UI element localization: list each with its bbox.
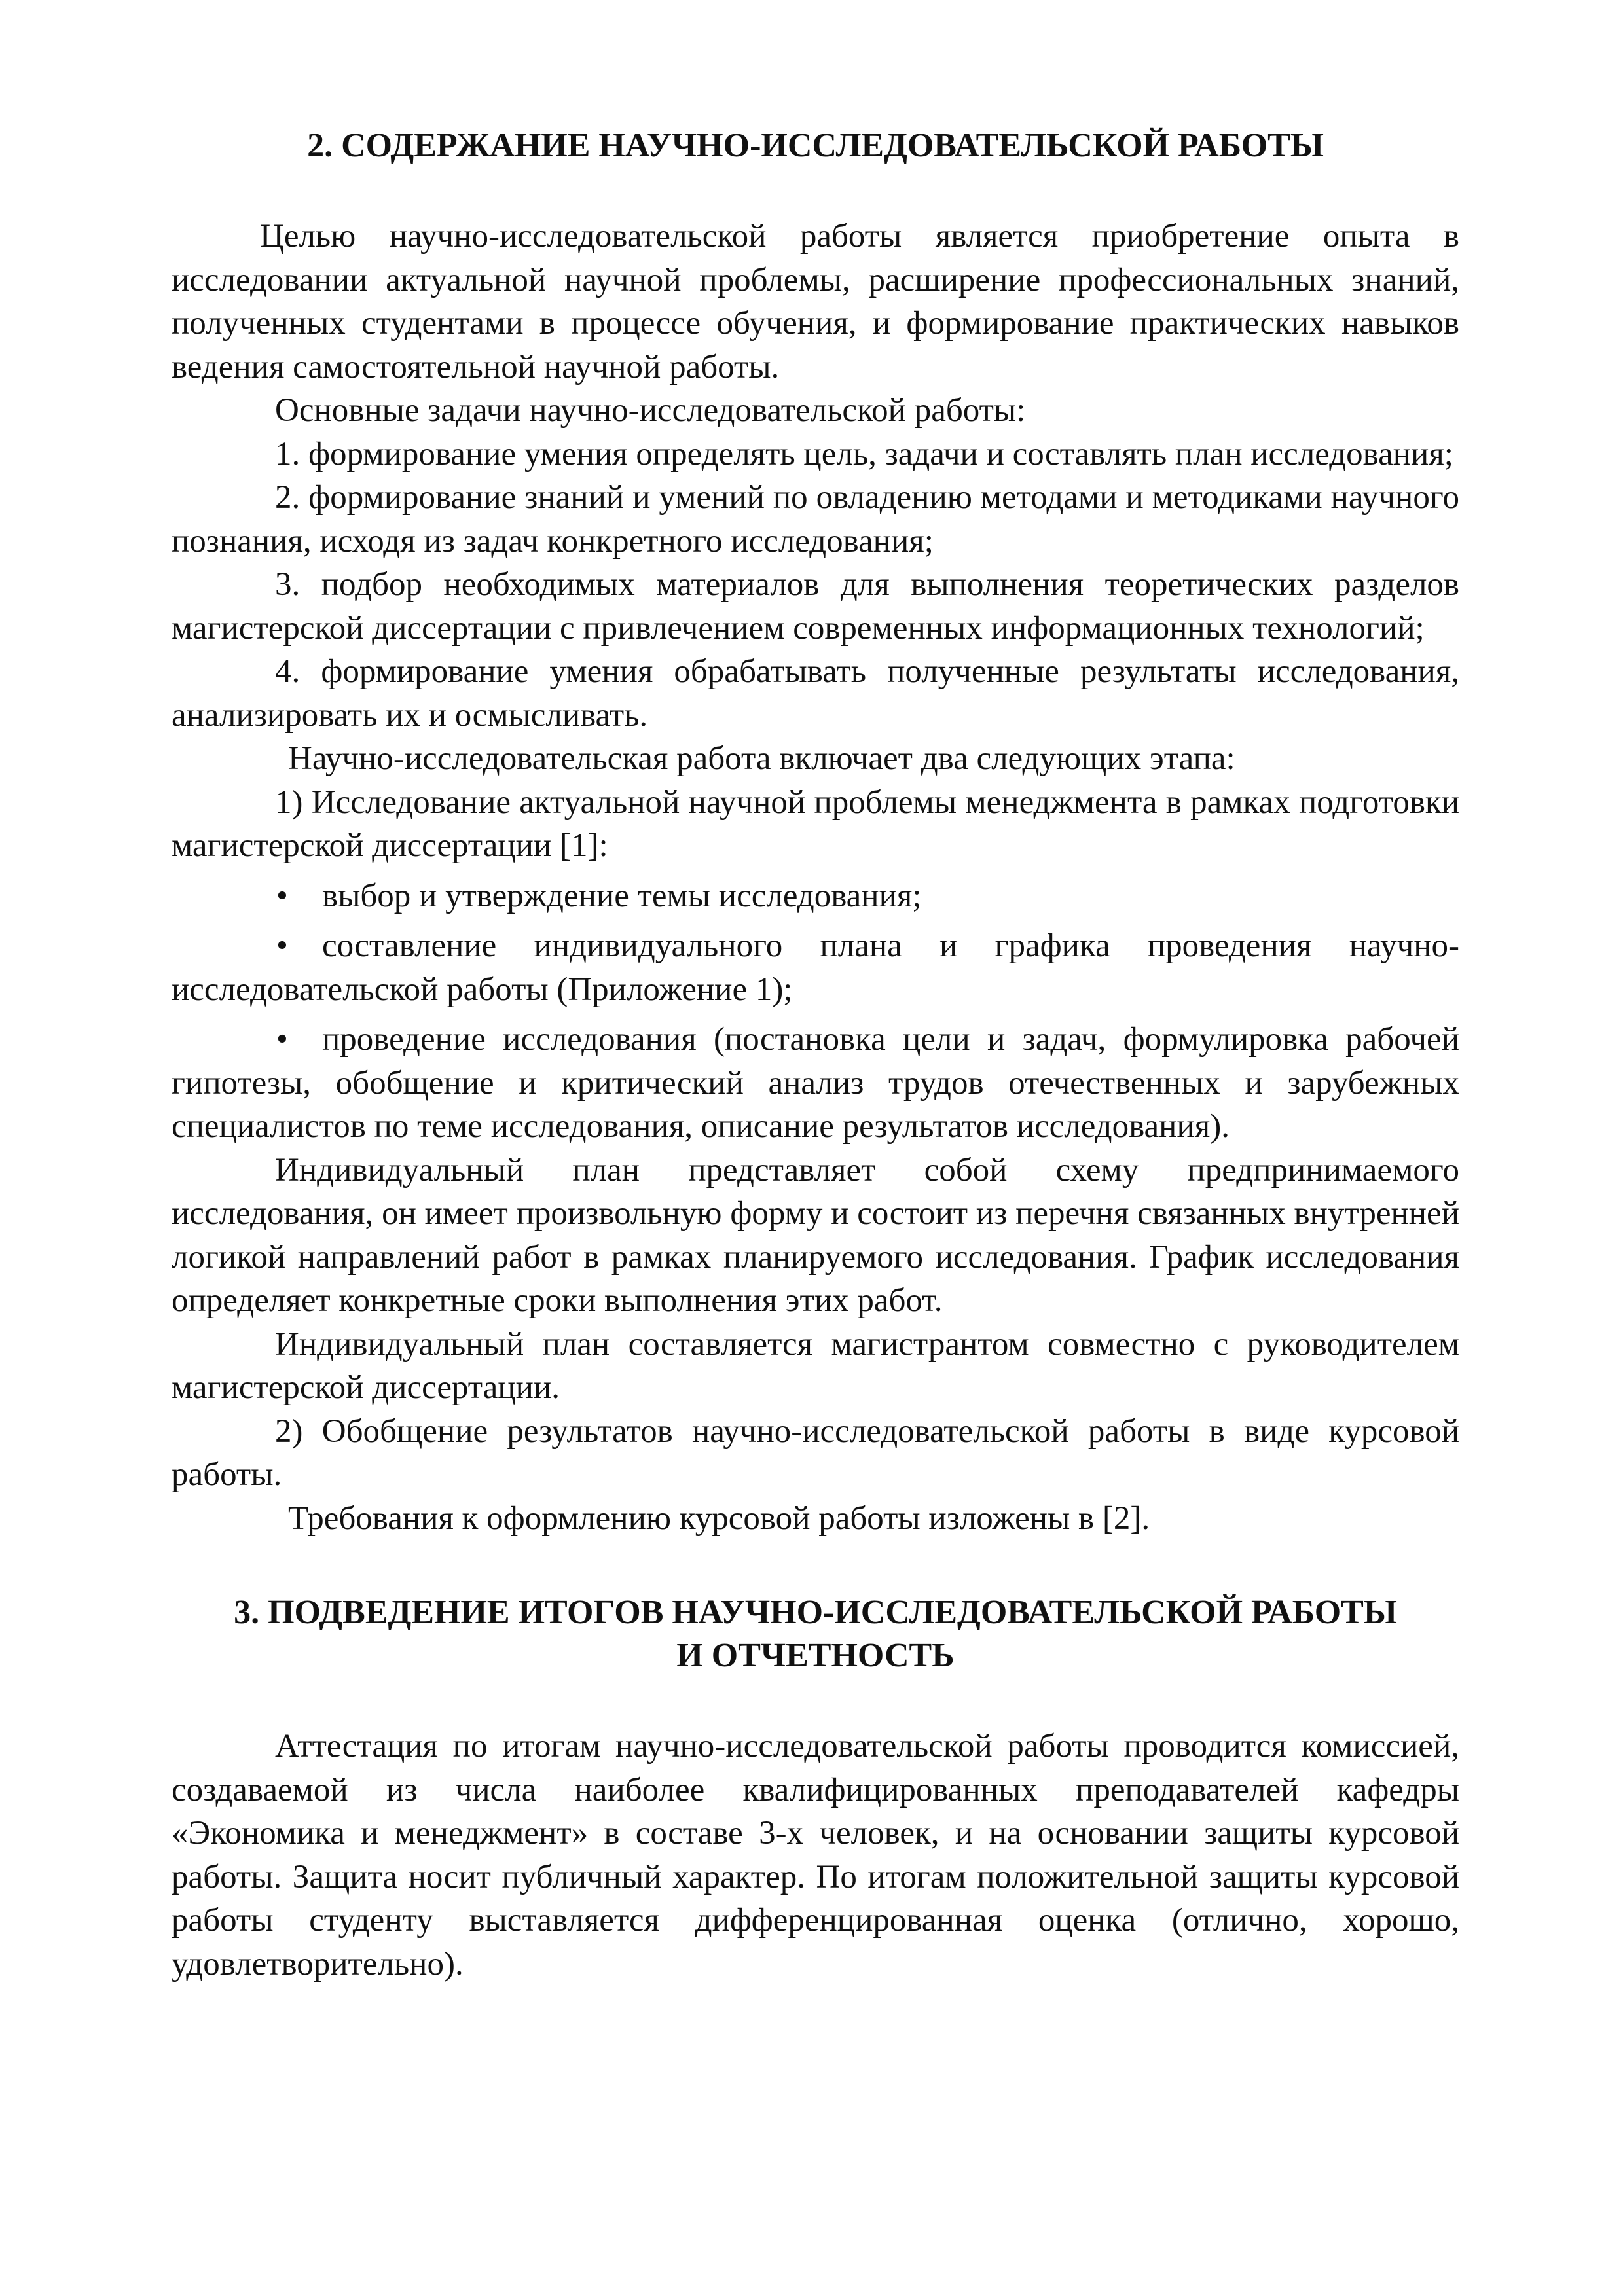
paragraph-individual-plan: Индивидуальный план представляет собой схему предпринимаемого исследования, он имеет произвольную форму и состоит из перечня связанных внутренней логикой направлений работ в рамках планируемого исследования. График исследования определяет конкретные сроки выполнения этих работ. bbox=[172, 1151, 1459, 1319]
section-3-title-line-1: 3. ПОДВЕДЕНИЕ ИТОГОВ НАУЧНО-ИССЛЕДОВАТЕЛЬСКОЙ РАБОТЫ bbox=[234, 1594, 1397, 1631]
stage-2: 2) Обобщение результатов научно-исследовательской работы в виде курсовой работы. bbox=[172, 1412, 1459, 1493]
section-2-title: 2. СОДЕРЖАНИЕ НАУЧНО-ИССЛЕДОВАТЕЛЬСКОЙ РАБОТЫ bbox=[307, 127, 1324, 164]
bullet-icon: • bbox=[276, 877, 288, 914]
task-item-2: 2. формирование знаний и умений по овладению методами и методиками научного познания, исходя из задач конкретного исследования; bbox=[172, 479, 1459, 560]
bullet-text: составление индивидуального плана и графика проведения научно-исследовательской работы (Приложение 1); bbox=[172, 927, 1459, 1008]
bullet-item-2 bbox=[172, 924, 1459, 1011]
paragraph-plan-author: Индивидуальный план составляется магистрантом совместно с руководителем магистерской диссертации. bbox=[172, 1325, 1459, 1406]
paragraph-goal: Целью научно-исследовательской работы является приобретение опыта в исследовании актуальной научной проблемы, расширение профессиональных знаний, полученных студентами в процессе обучения, и формирование практических навыков ведения самостоятельной научной работы. bbox=[172, 218, 1459, 386]
bullet-icon: • bbox=[276, 1021, 288, 1058]
bullet-icon: • bbox=[276, 927, 288, 964]
bullet-item-1 bbox=[172, 874, 1459, 918]
section-3-title-line-2: И ОТЧЕТНОСТЬ bbox=[676, 1637, 955, 1674]
task-item-3: 3. подбор необходимых материалов для выполнения теоретических разделов магистерской диссертации с привлечением современных информационных технологий; bbox=[172, 566, 1459, 647]
bullet-text: проведение исследования (постановка цели и задач, формулировка рабочей гипотезы, обобщение и критический анализ трудов отечественных и зарубежных специалистов по теме исследования, описание результатов исследования). bbox=[172, 1021, 1459, 1145]
paragraph-requirements: Требования к оформлению курсовой работы изложены в [2]. bbox=[288, 1499, 1150, 1537]
stage-1: 1) Исследование актуальной научной проблемы менеджмента в рамках подготовки магистерской диссертации [1]: bbox=[172, 783, 1459, 864]
task-item-1: 1. формирование умения определять цель, задачи и составлять план исследования; bbox=[275, 435, 1453, 473]
bullet-text: выбор и утверждение темы исследования; bbox=[322, 877, 922, 914]
paragraph-attestation: Аттестация по итогам научно-исследовательской работы проводится комиссией, создаваемой из числа наиболее квалифицированных преподавателей кафедры «Экономика и менеджмент» в составе 3-х человек, и на основании защиты курсовой работы. Защита носит публичный характер. По итогам положительной защиты курсовой работы студенту выставляется дифференцированная оценка (отлично, хорошо, удовлетворительно). bbox=[172, 1728, 1459, 1982]
section-3-title bbox=[172, 1591, 1459, 1677]
bullet-item-3 bbox=[172, 1018, 1459, 1149]
task-item-4: 4. формирование умения обрабатывать полученные результаты исследования, анализировать их и осмысливать. bbox=[172, 653, 1459, 734]
paragraph-stages-intro: Научно-исследовательская работа включает два следующих этапа: bbox=[288, 740, 1235, 777]
paragraph-tasks-intro: Основные задачи научно-исследовательской работы: bbox=[275, 392, 1026, 429]
